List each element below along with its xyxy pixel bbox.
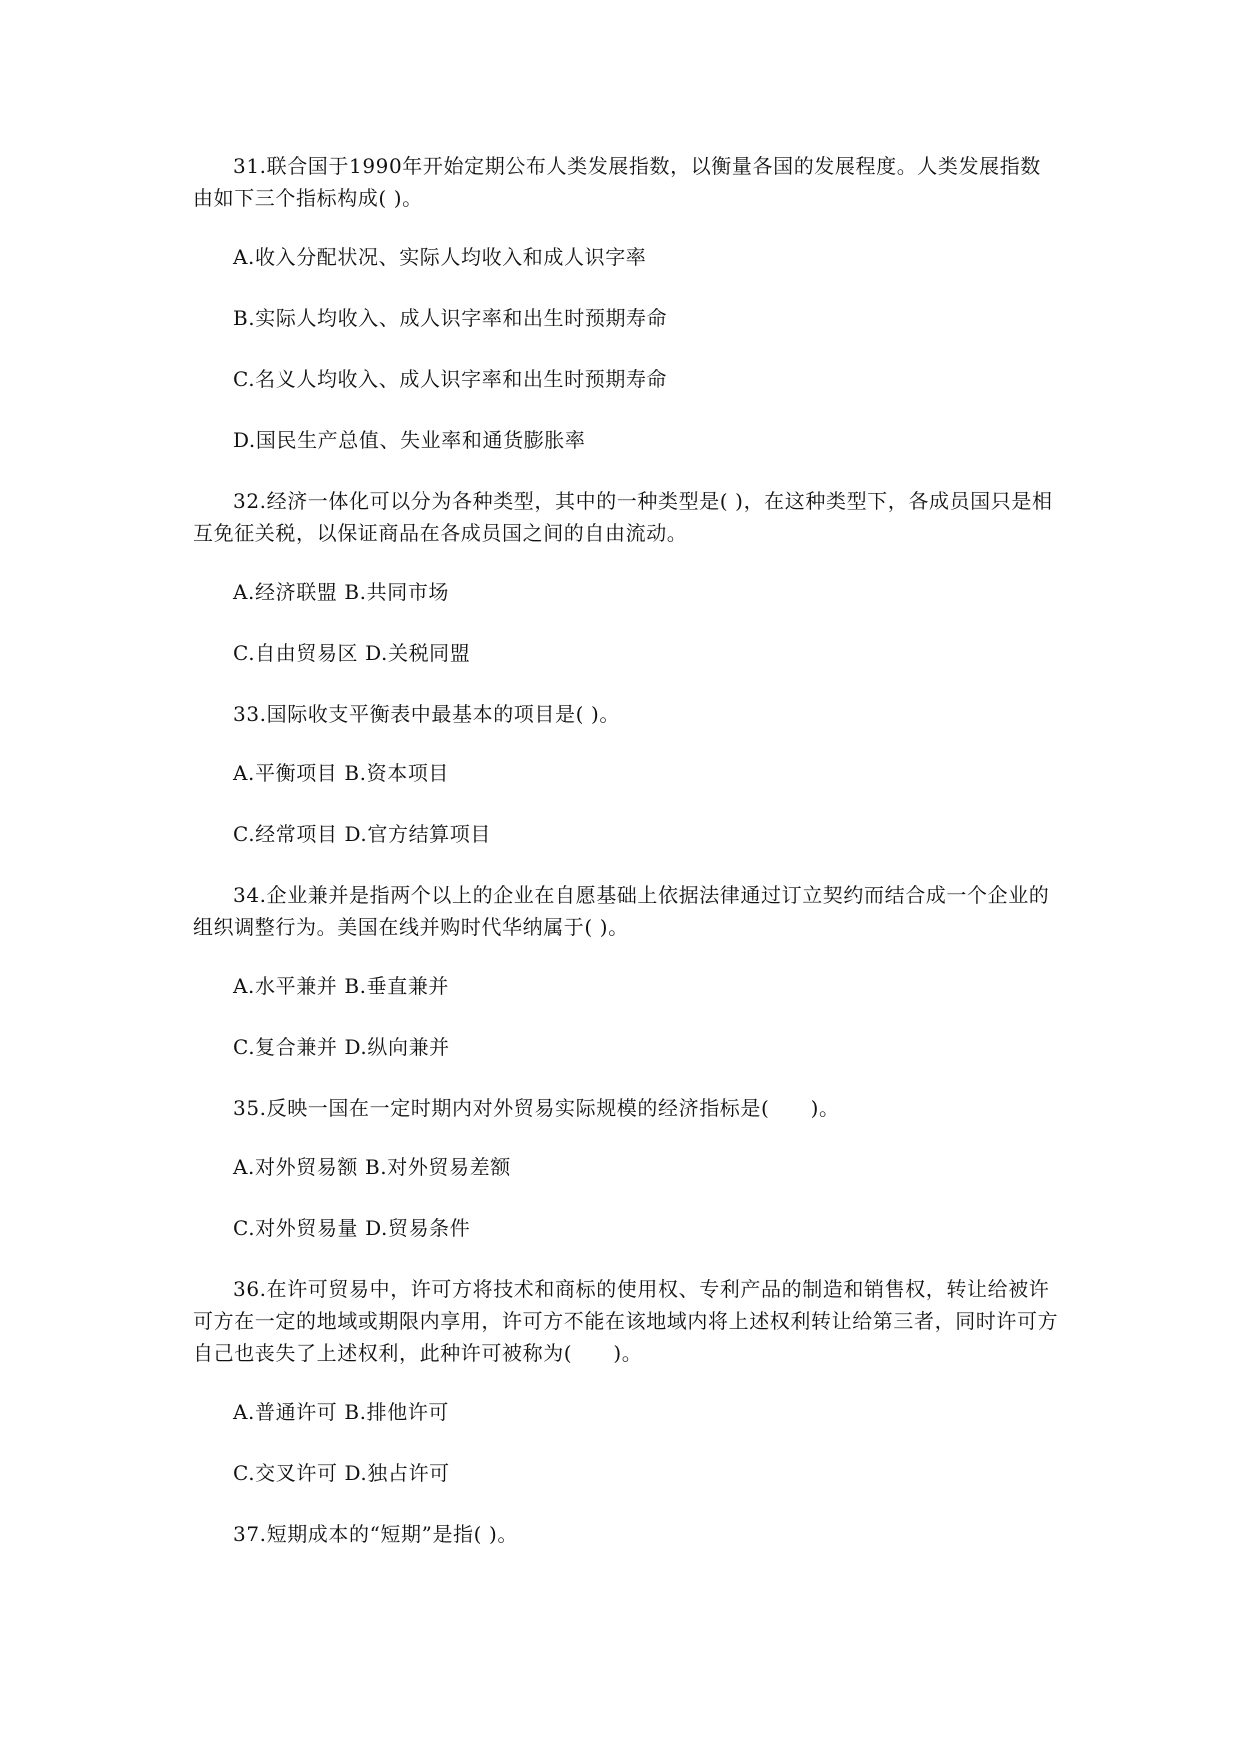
question-33-stem: 33.国际收支平衡表中最基本的项目是( )。 <box>233 702 620 726</box>
question-32-options-cd: C.自由贸易区 D.关税同盟 <box>233 641 471 665</box>
question-32-stem: 32.经济一体化可以分为各种类型，其中的一种类型是( )，在这种类型下，各成员国只是相互免征关税，以保证商品在各成员国之间的自由流动。 <box>193 489 1053 545</box>
question-34-options-cd: C.复合兼并 D.纵向兼并 <box>233 1035 450 1059</box>
question-34-options-ab: A.水平兼并 B.垂直兼并 <box>233 974 450 998</box>
question-37-stem: 37.短期成本的“短期”是指( )。 <box>233 1522 519 1546</box>
question-31-option-d: D.国民生产总值、失业率和通货膨胀率 <box>233 428 586 452</box>
question-35-options-ab: A.对外贸易额 B.对外贸易差额 <box>233 1155 511 1179</box>
question-31-option-b: B.实际人均收入、成人识字率和出生时预期寿命 <box>233 306 668 330</box>
question-33-options-ab: A.平衡项目 B.资本项目 <box>233 761 450 785</box>
question-36-options-cd: C.交叉许可 D.独占许可 <box>233 1461 450 1485</box>
question-34-stem: 34.企业兼并是指两个以上的企业在自愿基础上依据法律通过订立契约而结合成一个企业的组织调整行为。美国在线并购时代华纳属于( )。 <box>193 883 1050 939</box>
question-36-options-ab: A.普通许可 B.排他许可 <box>233 1400 450 1424</box>
question-36-stem: 36.在许可贸易中，许可方将技术和商标的使用权、专利产品的制造和销售权，转让给被许可方在一定的地域或期限内享用，许可方不能在该地域内将上述权利转让给第三者，同时许可方自己也丧失了上述权利，此种许可被称为( )。 <box>193 1277 1059 1365</box>
question-list <box>193 150 1061 1577</box>
question-35-options-cd: C.对外贸易量 D.贸易条件 <box>233 1216 471 1240</box>
question-31-option-a: A.收入分配状况、实际人均收入和成人识字率 <box>233 245 647 269</box>
question-32-options-ab: A.经济联盟 B.共同市场 <box>233 580 450 604</box>
question-35-stem: 35.反映一国在一定时期内对外贸易实际规模的经济指标是( )。 <box>233 1096 840 1120</box>
question-31-option-c: C.名义人均收入、成人识字率和出生时预期寿命 <box>233 367 668 391</box>
question-33-options-cd: C.经常项目 D.官方结算项目 <box>233 822 491 846</box>
question-31-stem: 31.联合国于1990年开始定期公布人类发展指数，以衡量各国的发展程度。人类发展指数由如下三个指标构成( )。 <box>193 154 1041 210</box>
